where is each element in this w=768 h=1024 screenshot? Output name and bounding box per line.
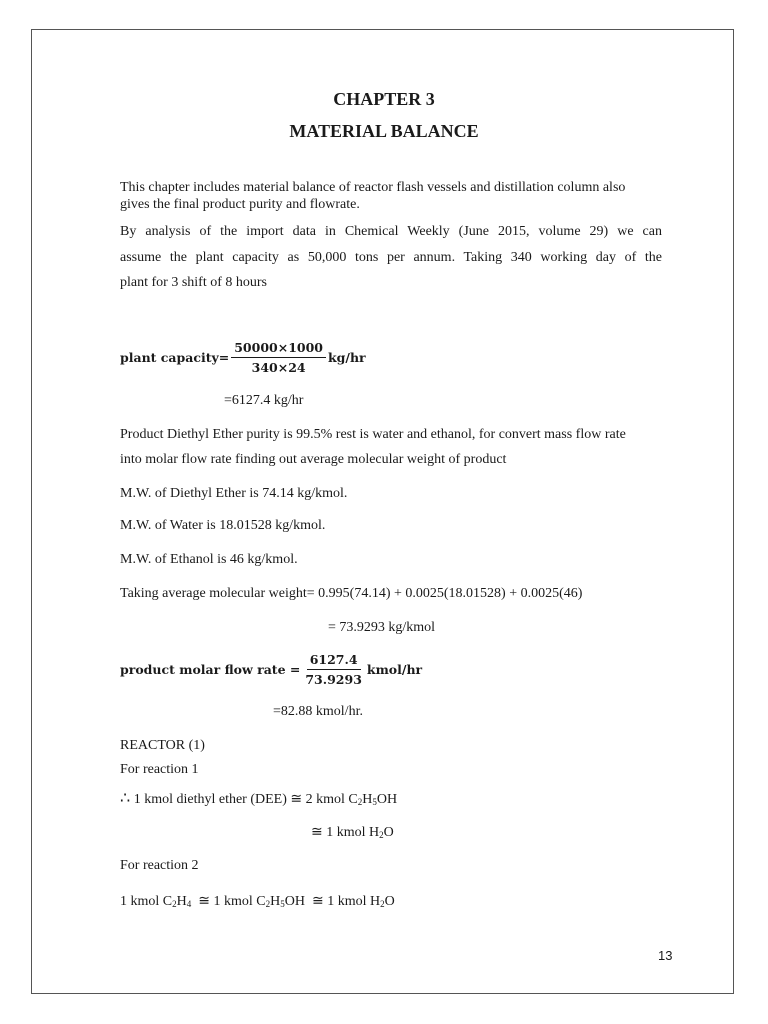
r2-c-sub: 2 xyxy=(380,899,385,909)
capacity-numerator: 50000×1000 xyxy=(231,340,326,358)
r1b-end: O xyxy=(383,825,394,840)
therefore-symbol: ∴ xyxy=(120,788,131,807)
purity-line-1: Product Diethyl Ether purity is 99.5% rest is water and ethanol, for convert mass flow rate xyxy=(120,427,626,442)
r2-a: 1 kmol C xyxy=(120,894,173,909)
analysis-line-2: assume the plant capacity as 50,000 tons per annum. Taking 340 working day of the xyxy=(120,250,662,265)
chapter-label: CHAPTER 3 xyxy=(333,89,435,109)
mw-ethanol: M.W. of Ethanol is 46 kg/kmol. xyxy=(120,552,298,567)
reaction-1-stoichiometry xyxy=(120,788,397,808)
mw-water: M.W. of Water is 18.01528 kg/kmol. xyxy=(120,518,326,533)
intro-line-1: This chapter includes material balance of reactor flash vessels and distillation column also xyxy=(120,180,626,195)
molar-unit: kmol/hr xyxy=(366,662,423,677)
reaction-1-water xyxy=(311,824,394,841)
r2-c: ≅ 1 kmol H xyxy=(311,894,381,909)
molar-numerator: 6127.4 xyxy=(307,652,361,670)
r2-b-sub-2: 5 xyxy=(280,899,285,909)
molar-denominator: 73.9293 xyxy=(305,672,362,687)
page-number: 13 xyxy=(658,948,673,963)
r2-b-sub-1: 2 xyxy=(265,899,271,909)
r1b-sub: 2 xyxy=(379,830,384,840)
r1-text: 1 kmol diethyl ether (DEE) ≅ 2 kmol C xyxy=(133,792,358,807)
reactor-heading: REACTOR (1) xyxy=(120,738,205,753)
molar-label: product molar flow rate = xyxy=(120,662,301,677)
analysis-line-3: plant for 3 shift of 8 hours xyxy=(120,275,267,290)
average-mw-line: Taking average molecular weight= 0.995(74.14) + 0.0025(18.01528) + 0.0025(46) xyxy=(120,586,583,601)
reaction-2-label: For reaction 2 xyxy=(120,858,199,873)
r2-a-sub-1: 2 xyxy=(172,899,177,909)
r2-b: ≅ 1 kmol C xyxy=(198,894,266,909)
r1-mid: H xyxy=(362,792,373,807)
mw-diethyl-ether: M.W. of Diethyl Ether is 74.14 kg/kmol. xyxy=(120,486,348,501)
reaction-1-label: For reaction 1 xyxy=(120,762,199,777)
intro-line-2: gives the final product purity and flowrate. xyxy=(120,197,360,212)
analysis-line-1: By analysis of the import data in Chemical Weekly (June 2015, volume 29) we can xyxy=(120,224,662,239)
capacity-unit: kg/hr xyxy=(328,350,366,365)
average-mw-result: = 73.9293 kg/kmol xyxy=(328,620,436,635)
page-border xyxy=(31,29,734,994)
plant-capacity-equation xyxy=(120,340,366,375)
r1-end: OH xyxy=(376,792,398,807)
r1-sub-2: 5 xyxy=(372,797,377,807)
r1b-text: ≅ 1 kmol H xyxy=(311,825,380,840)
r2-c-end: O xyxy=(384,894,395,909)
chapter-title: MATERIAL BALANCE xyxy=(289,121,479,141)
capacity-result: =6127.4 kg/hr xyxy=(224,393,304,408)
purity-line-2: into molar flow rate finding out average molecular weight of product xyxy=(120,452,507,467)
molar-result: =82.88 kmol/hr. xyxy=(273,704,363,719)
capacity-denominator: 340×24 xyxy=(251,360,306,375)
r2-b-end: OH xyxy=(284,894,305,909)
r1-sub-1: 2 xyxy=(357,797,363,807)
molar-fraction xyxy=(302,652,365,687)
capacity-label: plant capacity= xyxy=(120,350,230,365)
molar-flow-equation xyxy=(120,652,422,687)
r2-b-mid: H xyxy=(270,894,281,909)
reaction-2-stoichiometry xyxy=(120,893,395,910)
capacity-fraction xyxy=(231,340,326,375)
r2-a-mid: H xyxy=(176,894,187,909)
r2-a-sub-2: 4 xyxy=(186,899,192,909)
